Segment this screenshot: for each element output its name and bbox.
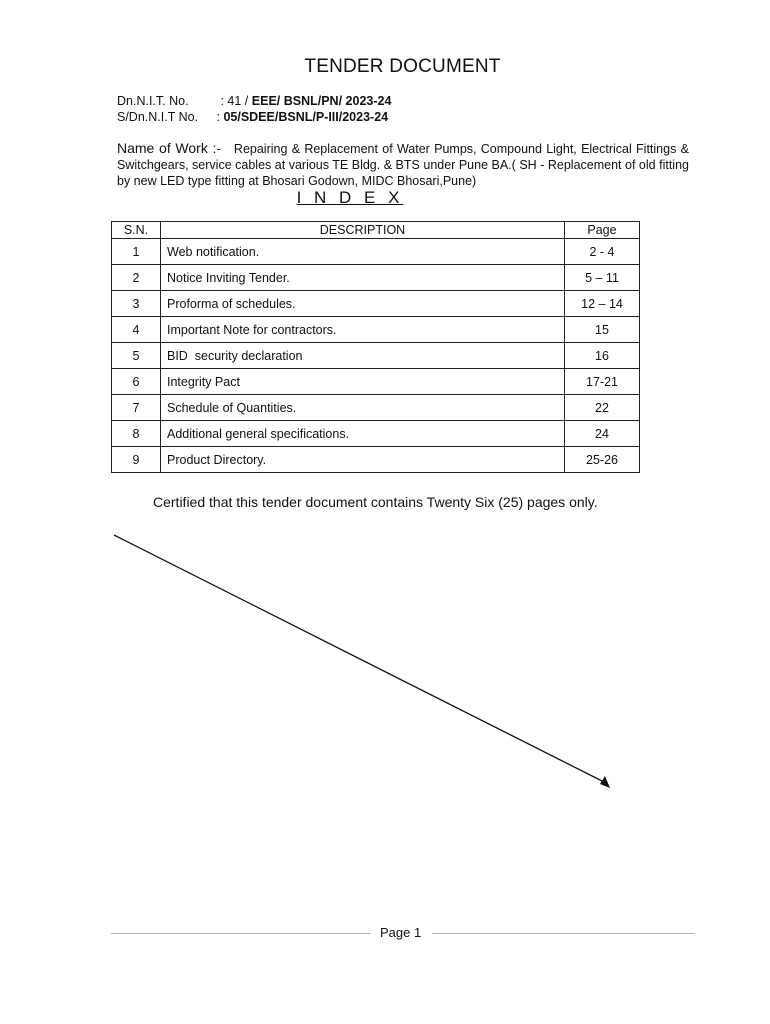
document-title: TENDER DOCUMENT xyxy=(304,56,501,77)
row-description: Important Note for contractors. xyxy=(161,317,565,343)
arrow-line xyxy=(114,535,604,782)
row-description: Proforma of schedules. xyxy=(161,291,565,317)
row-page: 17-21 xyxy=(565,369,640,395)
row-sn: 4 xyxy=(112,317,161,343)
snit-separator: : xyxy=(216,110,224,124)
arrow-head-icon xyxy=(600,776,610,788)
row-description: Integrity Pact xyxy=(161,369,565,395)
footer-rule-right xyxy=(432,933,695,934)
name-of-work-text: Repairing & Replacement of Water Pumps, Compound Light, Electrical Fittings & Switchgears, service cables at various TE Bldg. & BTS under Pune BA.( SH - Replacement of old fitting by new LED type fitting at Bhosari Godown, MIDC Bhosari,Pune) xyxy=(117,142,689,188)
index-heading: I N D E X xyxy=(296,188,404,207)
row-page: 24 xyxy=(565,421,640,447)
header-page: Page xyxy=(565,222,640,239)
row-sn: 1 xyxy=(112,239,161,265)
row-sn: 3 xyxy=(112,291,161,317)
footer-page-number: Page 1 xyxy=(380,925,422,940)
row-sn: 5 xyxy=(112,343,161,369)
row-page: 16 xyxy=(565,343,640,369)
row-description: Notice Inviting Tender. xyxy=(161,265,565,291)
row-page: 2 - 4 xyxy=(565,239,640,265)
row-sn: 8 xyxy=(112,421,161,447)
row-description: BID security declaration xyxy=(161,343,565,369)
row-page: 15 xyxy=(565,317,640,343)
snit-label: S/Dn.N.I.T No. xyxy=(117,110,199,124)
row-description: Schedule of Quantities. xyxy=(161,395,565,421)
certification-text: Certified that this tender document contains Twenty Six (25) pages only. xyxy=(153,494,598,510)
nit-separator: : 41 / xyxy=(220,94,249,108)
row-sn: 7 xyxy=(112,395,161,421)
row-page: 12 – 14 xyxy=(565,291,640,317)
footer-rule-left xyxy=(111,933,371,934)
nit-value: EEE/ BSNL/PN/ 2023-24 xyxy=(251,94,392,108)
header-description: DESCRIPTION xyxy=(161,222,565,239)
row-sn: 2 xyxy=(112,265,161,291)
row-page: 22 xyxy=(565,395,640,421)
row-page: 25-26 xyxy=(565,447,640,473)
row-sn: 9 xyxy=(112,447,161,473)
row-description: Additional general specifications. xyxy=(161,421,565,447)
snit-value: 05/SDEE/BSNL/P-III/2023-24 xyxy=(223,110,389,124)
nit-label: Dn.N.I.T. No. xyxy=(117,94,189,108)
header-sn: S.N. xyxy=(112,222,161,239)
row-sn: 6 xyxy=(112,369,161,395)
row-description: Product Directory. xyxy=(161,447,565,473)
name-of-work-label: Name of Work :- xyxy=(117,140,222,156)
row-description: Web notification. xyxy=(161,239,565,265)
row-page: 5 – 11 xyxy=(565,265,640,291)
